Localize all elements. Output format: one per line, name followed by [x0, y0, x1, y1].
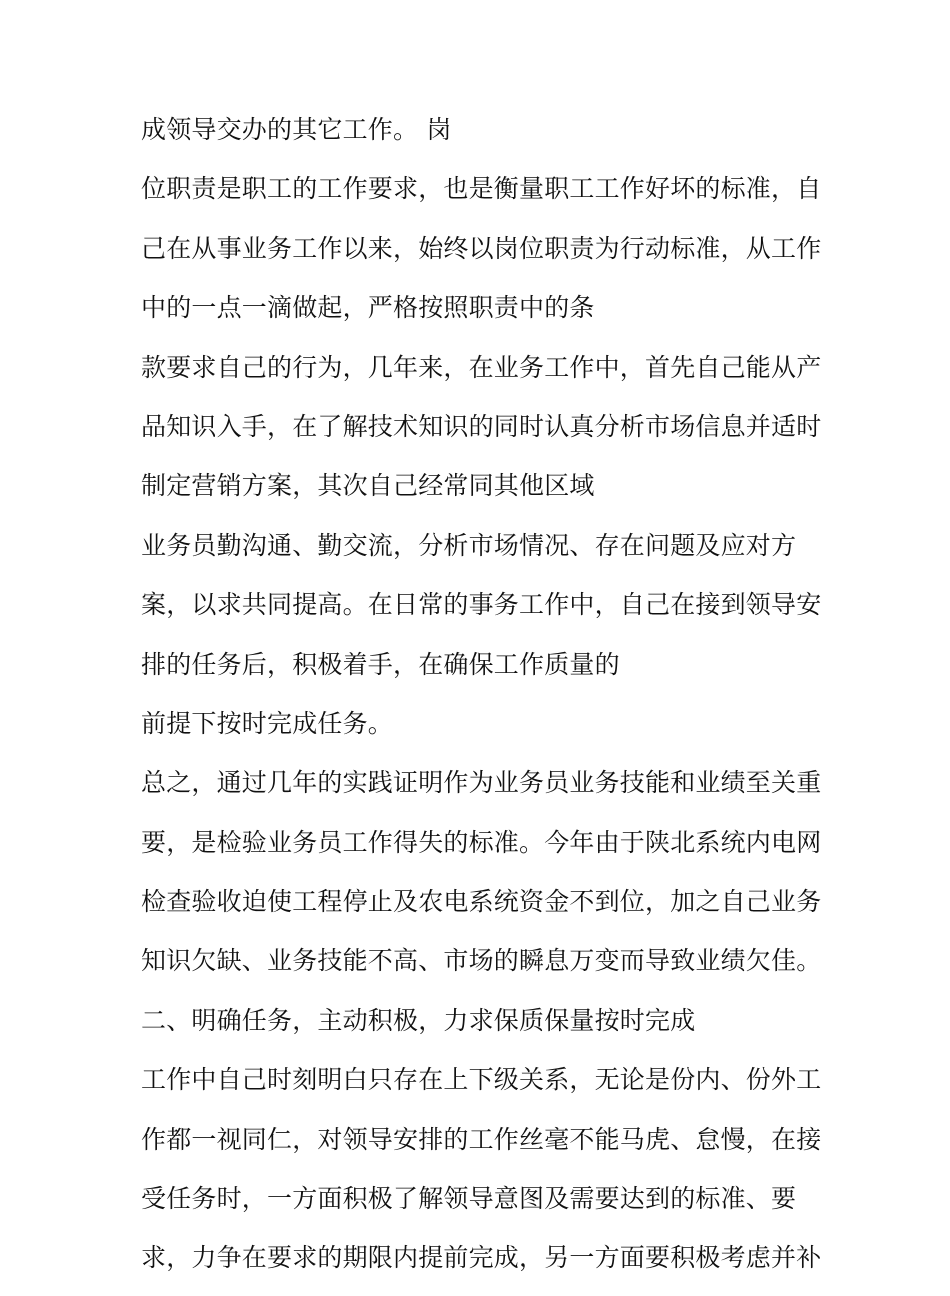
text-line: 工作中自己时刻明白只存在上下级关系，无论是份内、份外工: [141, 1065, 822, 1095]
text-line: 知识欠缺、业务技能不高、市场的瞬息万变而导致业绩欠佳。: [141, 946, 822, 976]
text-line: 成领导交办的其它工作。 岗: [141, 115, 452, 144]
text-line: 业务员勤沟通、勤交流，分析市场情况、存在问题及应对方: [141, 530, 797, 560]
text-line: 求，力争在要求的期限内提前完成，另一方面要积极考虑并补: [141, 1243, 822, 1273]
text-line: 检查验收迫使工程停止及农电系统资金不到位，加之自己业务: [141, 887, 822, 917]
text-line: 己在从事业务工作以来，始终以岗位职责为行动标准，从工作: [141, 233, 822, 263]
section-heading: 二、明确任务，主动积极，力求保质保量按时完成: [141, 1005, 696, 1035]
document-body: [141, 108, 821, 1296]
text-line: 案，以求共同提高。在日常的事务工作中，自己在接到领导安: [141, 590, 822, 620]
text-line: 位职责是职工的工作要求，也是衡量职工工作好坏的标准，自: [141, 174, 822, 204]
text-line: 要，是检验业务员工作得失的标准。今年由于陕北系统内电网: [141, 827, 822, 857]
text-line: 制定营销方案，其次自己经常同其他区域: [141, 471, 595, 501]
text-line: 受任务时，一方面积极了解领导意图及需要达到的标准、要: [141, 1184, 797, 1214]
text-line: 前提下按时完成任务。: [141, 708, 394, 738]
text-line: 品知识入手，在了解技术知识的同时认真分析市场信息并适时: [141, 411, 822, 441]
text-line: 中的一点一滴做起，严格按照职责中的条: [141, 293, 595, 323]
text-line: 款要求自己的行为，几年来，在业务工作中，首先自己能从产: [141, 352, 822, 382]
text-line: 作都一视同仁，对领导安排的工作丝毫不能马虎、怠慢，在接: [141, 1124, 822, 1154]
text-line: 总之，通过几年的实践证明作为业务员业务技能和业绩至关重: [141, 768, 822, 798]
text-line: 排的任务后，积极着手，在确保工作质量的: [141, 649, 620, 679]
